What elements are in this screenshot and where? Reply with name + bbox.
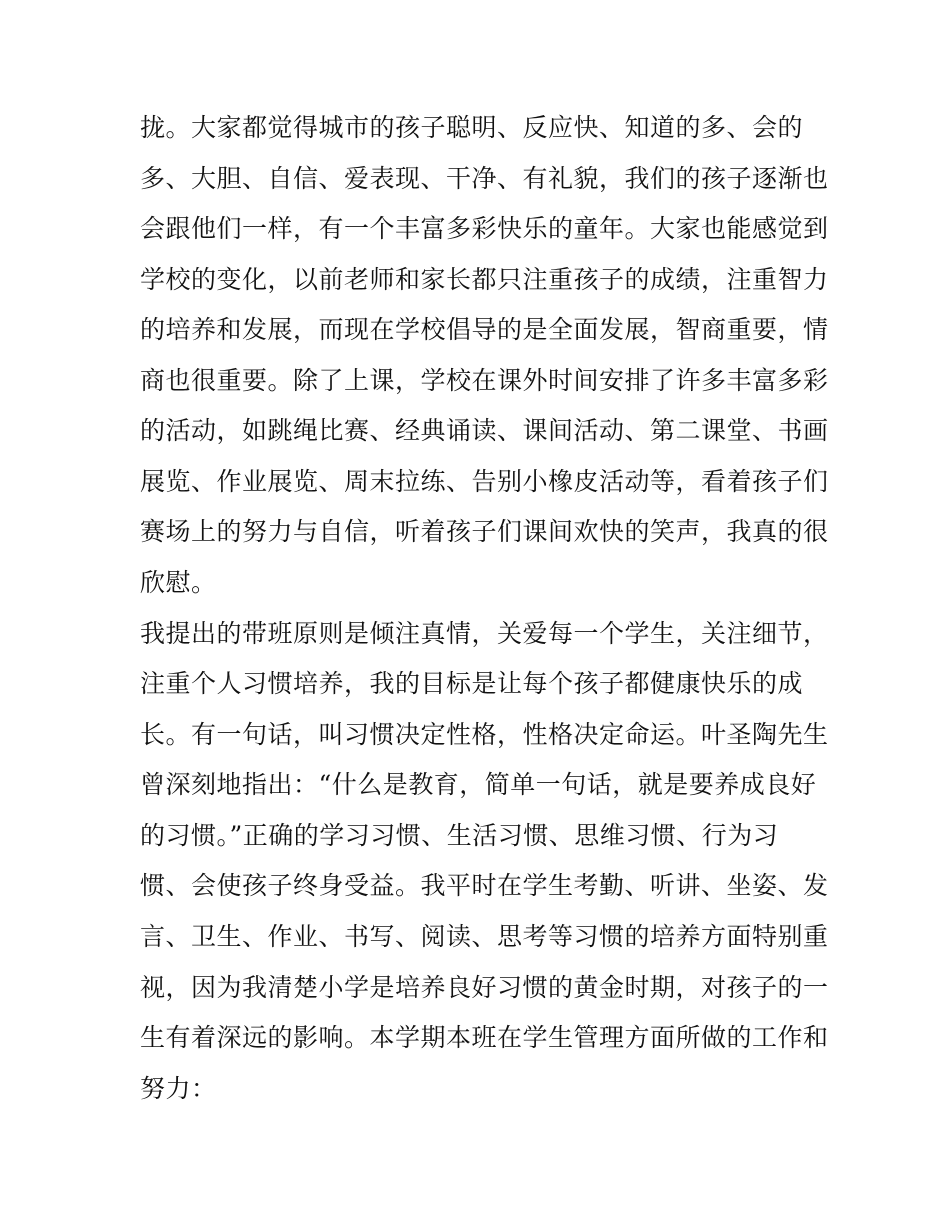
paragraph-1-line-2: 多、大胆、自信、爱表现、干净、有礼貌，我们的孩子逐渐也: [140, 164, 829, 193]
paragraph-1-line-6: 商也很重要。除了上课，学校在课外时间安排了许多丰富多彩: [140, 366, 829, 395]
paragraph-2-line-3: 长。有一句话，叫习惯决定性格，性格决定命运。叶圣陶先生: [140, 720, 829, 749]
paragraph-1-line-10: 欣慰。: [140, 568, 217, 597]
paragraph-1-line-1: 拢。大家都觉得城市的孩子聪明、反应快、知道的多、会的: [140, 113, 804, 142]
paragraph-1-line-3: 会跟他们一样，有一个丰富多彩快乐的童年。大家也能感觉到: [140, 214, 829, 243]
paragraph-1-line-7: 的活动，如跳绳比赛、经典诵读、课间活动、第二课堂、书画: [140, 416, 829, 445]
paragraph-2-line-8: 视，因为我清楚小学是培养良好习惯的黄金时期，对孩子的一: [140, 973, 829, 1002]
paragraph-1-line-4: 学校的变化，以前老师和家长都只注重孩子的成绩，注重智力: [140, 265, 829, 294]
paragraph-2-line-10: 努力：: [140, 1074, 217, 1103]
paragraph-2-line-2: 注重个人习惯培养，我的目标是让每个孩子都健康快乐的成: [140, 669, 804, 698]
paragraph-2-line-9: 生有着深远的影响。本学期本班在学生管理方面所做的工作和: [140, 1023, 829, 1052]
paragraph-1-line-8: 展览、作业展览、周末拉练、告别小橡皮活动等，看着孩子们: [140, 467, 829, 496]
paragraph-2-line-5: 的习惯。”正确的学习习惯、生活习惯、思维习惯、行为习: [140, 821, 779, 850]
paragraph-2-line-6: 惯、会使孩子终身受益。我平时在学生考勤、听讲、坐姿、发: [140, 871, 829, 900]
paragraph-1-line-9: 赛场上的努力与自信，听着孩子们课间欢快的笑声，我真的很: [140, 517, 829, 546]
paragraph-2-line-1: 我提出的带班原则是倾注真情，关爱每一个学生，关注细节，: [140, 619, 829, 648]
paragraph-1-line-5: 的培养和发展，而现在学校倡导的是全面发展，智商重要，情: [140, 315, 829, 344]
paragraph-2-line-7: 言、卫生、作业、书写、阅读、思考等习惯的培养方面特别重: [140, 922, 829, 951]
paragraph-2-line-4: 曾深刻地指出：“什么是教育，简单一句话，就是要养成良好: [140, 770, 817, 799]
